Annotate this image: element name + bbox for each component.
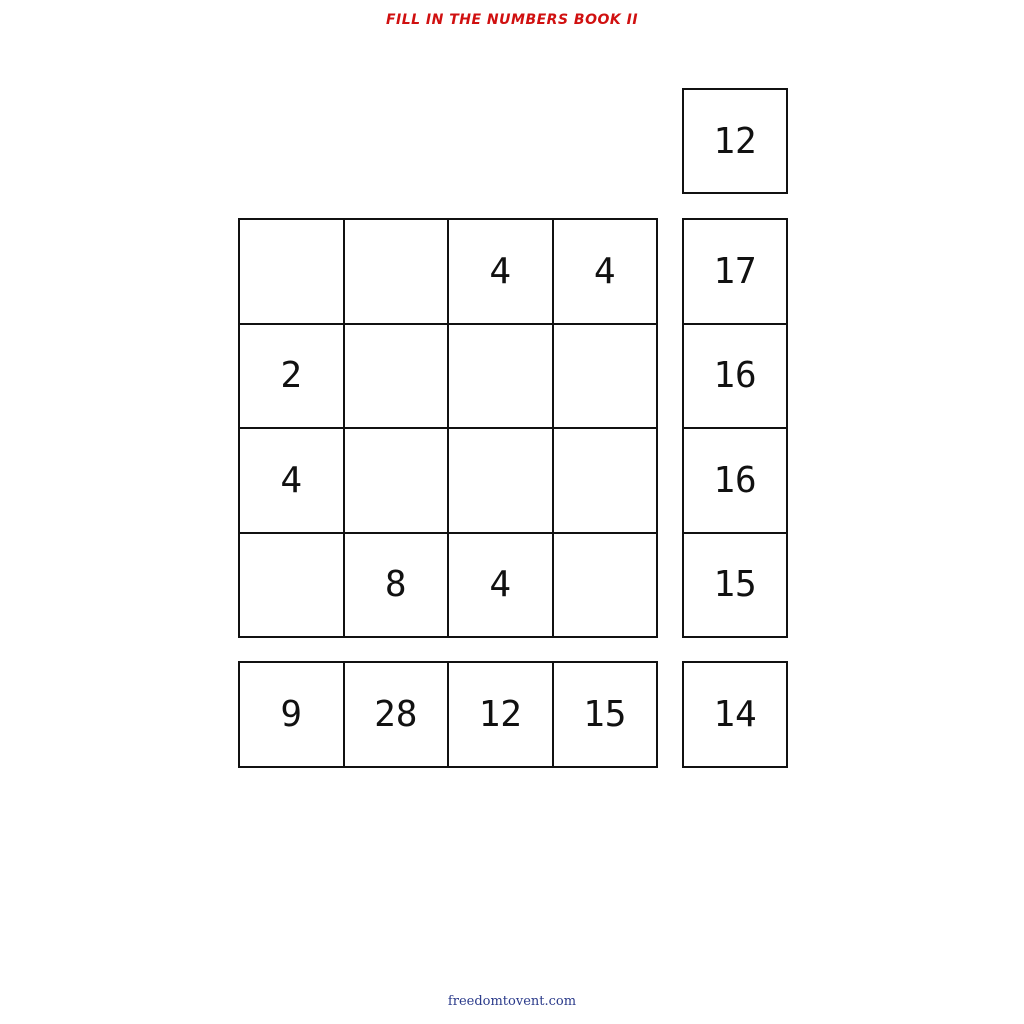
column-sum-2: 28 xyxy=(345,663,450,768)
footer-site-text: freedomtovent.com xyxy=(447,994,577,1009)
row-sums-column xyxy=(682,218,788,638)
grid-cell-r4-c2: 8 xyxy=(345,534,450,639)
grid-cell-r1-c1[interactable] xyxy=(240,220,345,325)
diagonal-sum-bottom-box xyxy=(682,661,788,768)
column-sum-1: 9 xyxy=(240,663,345,768)
column-sums-row xyxy=(238,661,658,768)
grid-cell-r2-c4[interactable] xyxy=(554,325,659,430)
row-sum-4: 15 xyxy=(684,534,788,639)
grid-cell-r1-c3: 4 xyxy=(449,220,554,325)
row-sum-1: 17 xyxy=(684,220,788,325)
row-sum-2: 16 xyxy=(684,325,788,430)
grid-cell-r4-c1[interactable] xyxy=(240,534,345,639)
diagonal-sum-bottom: 14 xyxy=(684,663,788,768)
grid-cell-r3-c1: 4 xyxy=(240,429,345,534)
column-sum-3: 12 xyxy=(449,663,554,768)
grid-cell-r3-c4[interactable] xyxy=(554,429,659,534)
grid-cell-r3-c2[interactable] xyxy=(345,429,450,534)
page-title: FILL IN THE NUMBERS BOOK II xyxy=(385,12,639,28)
grid-cell-r4-c3: 4 xyxy=(449,534,554,639)
diagonal-sum-top: 12 xyxy=(684,90,788,194)
grid-cell-r2-c1: 2 xyxy=(240,325,345,430)
column-sum-4: 15 xyxy=(554,663,659,768)
grid-cell-r1-c4: 4 xyxy=(554,220,659,325)
grid-cell-r2-c2[interactable] xyxy=(345,325,450,430)
grid-cell-r1-c2[interactable] xyxy=(345,220,450,325)
row-sum-3: 16 xyxy=(684,429,788,534)
grid-cell-r3-c3[interactable] xyxy=(449,429,554,534)
puzzle-grid xyxy=(238,218,658,638)
grid-cell-r4-c4[interactable] xyxy=(554,534,659,639)
diagonal-sum-top-box xyxy=(682,88,788,194)
grid-cell-r2-c3[interactable] xyxy=(449,325,554,430)
